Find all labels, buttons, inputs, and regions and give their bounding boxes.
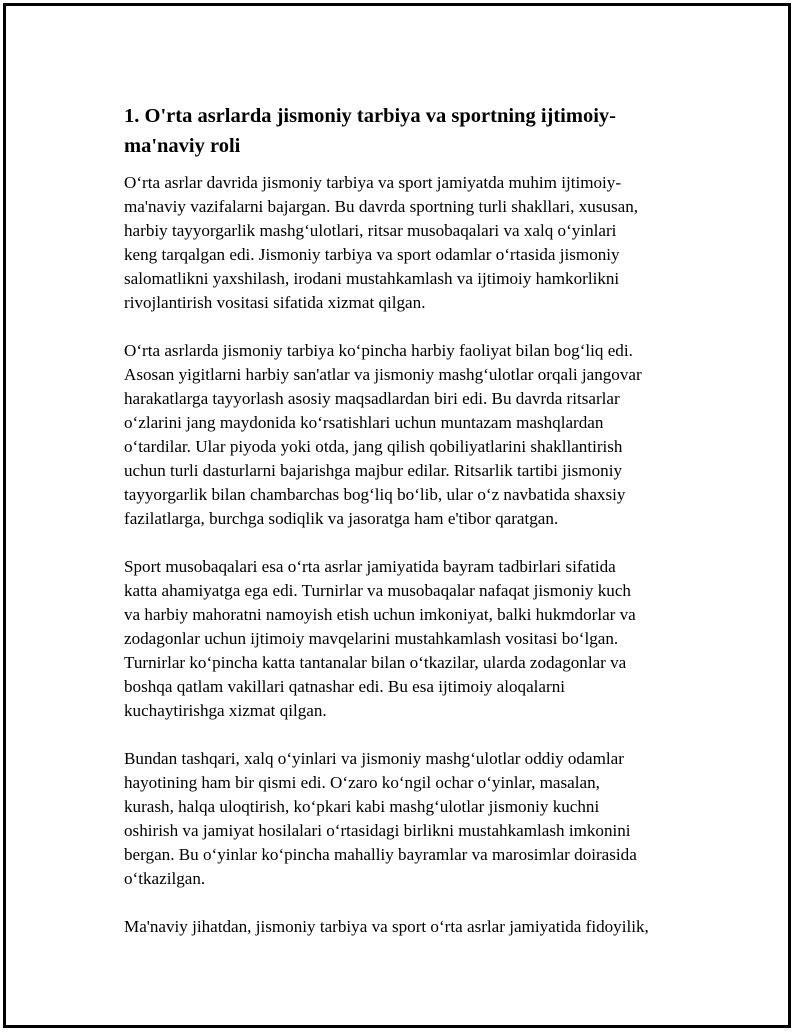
page-frame (3, 3, 791, 1028)
paragraph (124, 171, 694, 315)
text-line: o‘tardilar. Ular piyoda yoki otda, jang qilish qobiliyatlarini shakllantirish (124, 437, 623, 456)
text-line: O‘rta asrlar davrida jismoniy tarbiya va sport jamiyatda muhim ijtimoiy- (124, 173, 622, 192)
text-line: o‘tkazilgan. (124, 869, 206, 888)
text-line: fazilatlarga, burchga sodiqlik va jasoratga ham e'tibor qaratgan. (124, 509, 559, 528)
text-line: zodagonlar uchun ijtimoiy mavqelarini mustahkamlash vositasi bo‘lgan. (124, 629, 619, 648)
text-line: Turnirlar ko‘pincha katta tantanalar bilan o‘tkazilar, ularda zodagonlar va (124, 653, 627, 672)
text-line: kuchaytirishga xizmat qilgan. (124, 701, 327, 720)
paragraph (124, 747, 694, 891)
text-line: kurash, halqa uloqtirish, ko‘pkari kabi mashg‘ulotlar jismoniy kuchni (124, 797, 600, 816)
text-line: o‘zlarini jang maydonida ko‘rsatishlari uchun muntazam mashqlardan (124, 413, 604, 432)
heading-line: 1. O'rta asrlarda jismoniy tarbiya va sportning ijtimoiy- (124, 105, 616, 127)
text-line: Asosan yigitlarni harbiy san'atlar va jismoniy mashg‘ulotlar orqali jangovar (124, 365, 642, 384)
text-line: keng tarqalgan edi. Jismoniy tarbiya va sport odamlar o‘rtasida jismoniy (124, 245, 620, 264)
text-line: bergan. Bu o‘yinlar ko‘pincha mahalliy bayramlar va marosimlar doirasida (124, 845, 637, 864)
paragraph (124, 915, 694, 939)
text-line: harakatlarga tayyorlash asosiy maqsadlardan biri edi. Bu davrda ritsarlar (124, 389, 620, 408)
text-line: ma'naviy vazifalarni bajargan. Bu davrda sportning turli shakllari, xususan, (124, 197, 639, 216)
text-line: Bundan tashqari, xalq o‘yinlari va jismoniy mashg‘ulotlar oddiy odamlar (124, 749, 624, 768)
text-line: va harbiy mahoratni namoyish etish uchun imkoniyat, balki hukmdorlar va (124, 605, 636, 624)
text-line: harbiy tayyorgarlik mashg‘ulotlari, ritsar musobaqalari va xalq o‘yinlari (124, 221, 617, 240)
text-line: oshirish va jamiyat hosilalari o‘rtasidagi birlikni mustahkamlash imkonini (124, 821, 631, 840)
text-line: Sport musobaqalari esa o‘rta asrlar jamiyatida bayram tadbirlari sifatida (124, 557, 616, 576)
section-heading (124, 101, 694, 161)
text-line: tayyorgarlik bilan chambarchas bog‘liq bo‘lib, ular o‘z navbatida shaxsiy (124, 485, 626, 504)
text-line: boshqa qatlam vakillari qatnashar edi. Bu esa ijtimoiy aloqalarni (124, 677, 565, 696)
text-line: hayotining ham bir qismi edi. O‘zaro ko‘ngil ochar o‘yinlar, masalan, (124, 773, 600, 792)
text-line: katta ahamiyatga ega edi. Turnirlar va musobaqalar nafaqat jismoniy kuch (124, 581, 631, 600)
paragraph (124, 339, 694, 531)
text-line: rivojlantirish vositasi sifatida xizmat qilgan. (124, 293, 426, 312)
text-line: uchun turli dasturlarni bajarishga majbur edilar. Ritsarlik tartibi jismoniy (124, 461, 622, 480)
text-line: Ma'naviy jihatdan, jismoniy tarbiya va sport o‘rta asrlar jamiyatida fidoyilik, (124, 917, 649, 936)
heading-line: ma'naviy roli (124, 135, 241, 157)
text-line: salomatlikni yaxshilash, irodani mustahkamlash va ijtimoiy hamkorlikni (124, 269, 620, 288)
text-line: O‘rta asrlarda jismoniy tarbiya ko‘pincha harbiy faoliyat bilan bog‘liq edi. (124, 341, 633, 360)
document-content (124, 101, 694, 963)
paragraph (124, 555, 694, 723)
